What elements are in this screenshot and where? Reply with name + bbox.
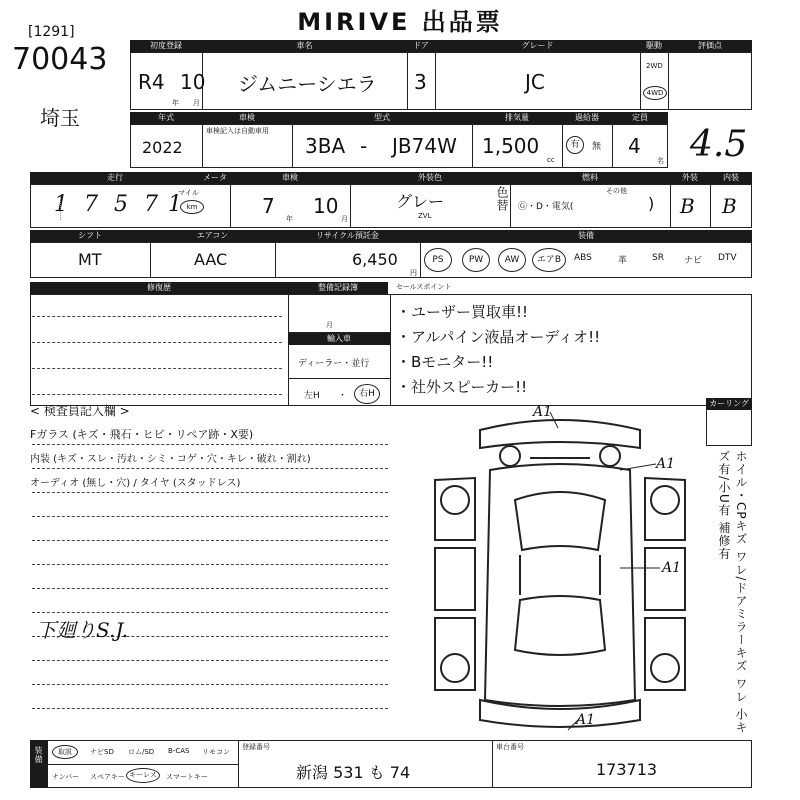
car-name: ジムニーシエラ: [238, 72, 377, 96]
shaken-note: 車検記入は自動車用: [206, 127, 269, 135]
drive-header: 駆動: [640, 40, 668, 52]
equip-sr: SR: [652, 253, 664, 263]
history-box: [30, 294, 752, 406]
mileage-header: 走行: [30, 172, 200, 184]
displacement-header: 排気量: [472, 112, 562, 124]
aircon-header: エアコン: [150, 230, 275, 242]
footer-bcas: B-CAS: [168, 747, 190, 755]
equip-airbag: エアB: [532, 248, 566, 272]
turbo-yes: 有: [566, 136, 584, 154]
shift-header: シフト: [30, 230, 150, 242]
equip-abs: ABS: [574, 253, 592, 263]
shaken-header: 車検: [230, 172, 350, 184]
grade-header: グレード: [435, 40, 640, 52]
km-label: km: [180, 200, 204, 214]
capacity: 4: [628, 134, 641, 158]
shift: MT: [78, 250, 102, 269]
door-header: ドア: [407, 40, 435, 52]
doors: 3: [414, 70, 427, 94]
inspector-line-glass: Fガラス (キズ・飛石・ヒビ・リペア跡・X要): [30, 428, 254, 441]
color: グレー: [396, 192, 445, 211]
footer-navi-sd: ナビSD: [90, 748, 114, 756]
sales-points: [396, 300, 600, 400]
shaken-header-2: 車検: [202, 112, 292, 124]
sales-point: ・Bモニター!!: [396, 353, 494, 371]
handwritten-note: 下廻りS.J.: [36, 618, 129, 642]
footer-remote: リモコン: [202, 748, 230, 756]
side-note: ホイル・CPキズ ワレ/ドアミラーキズ ワレ 小キズ有/小U有 補修有: [717, 450, 748, 735]
sales-point: ・ユーザー買取車!!: [396, 303, 529, 321]
plate-label: 登録番号: [242, 743, 270, 751]
inspector-header: < 検査員記入欄 >: [30, 404, 130, 418]
car-diagram: [420, 400, 700, 740]
steering-right: 右H: [354, 384, 380, 404]
mile-label: マイル: [178, 189, 199, 197]
interior-header: 内装: [710, 172, 752, 184]
inspector-line-interior: 内装 (キズ・スレ・汚れ・シミ・コゲ・穴・キレ・破れ・割れ): [30, 454, 311, 465]
aircon: AAC: [194, 250, 228, 269]
sales-point: ・アルパイン液晶オーディオ!!: [396, 328, 601, 346]
first-reg-era: R4: [138, 70, 165, 94]
displacement: 1,500: [482, 134, 540, 158]
inspection-header: 整備記録簿: [288, 282, 388, 294]
trip-header: メーター: [200, 172, 230, 184]
recycle-header: リサイクル預託金: [275, 230, 420, 242]
equip-leather: 革: [618, 256, 628, 266]
damage-mark: A1: [662, 560, 682, 576]
car-name-header: 車名: [202, 40, 407, 52]
chassis-label: 車台番号: [496, 743, 524, 751]
equip-ps: PS: [424, 248, 452, 272]
region: 埼玉: [40, 106, 80, 130]
grade: JC: [525, 70, 545, 94]
fuel-other: その他: [606, 187, 627, 195]
equip-aw: AW: [498, 248, 526, 272]
page-title: MIRIVE 出品票: [297, 8, 503, 36]
color-code: ZVL: [418, 212, 432, 220]
lot-number: 70043: [12, 42, 108, 77]
model-year: 2022: [142, 138, 183, 157]
plate-number: 新潟 531 も 74: [296, 763, 411, 782]
first-reg-month: 10: [180, 70, 206, 94]
footer-keyless: キーレス: [126, 768, 160, 783]
turbo-no: 無: [592, 142, 602, 152]
equip-header: 装備: [420, 230, 752, 242]
recycle: 6,450: [352, 250, 398, 269]
exterior-header: 外装: [670, 172, 710, 184]
equip-pw: PW: [462, 248, 490, 272]
color-side: 色替: [495, 186, 509, 212]
steering-left: 左H: [304, 391, 320, 401]
footer-spare-key: スペアキー: [90, 773, 125, 781]
inspector-line-audio: オーディオ (無し・穴) / タイヤ (スタッドレス): [30, 478, 241, 489]
capacity-header: 定員: [612, 112, 668, 124]
row1-box: [130, 52, 752, 110]
footer-equip-tag: 装備: [30, 740, 48, 788]
damage-mark: A1: [656, 456, 676, 472]
footer-manual: 取説: [52, 745, 78, 759]
footer-smart-key: スマートキー: [166, 773, 208, 781]
shaken-year: 7: [262, 194, 275, 218]
import-header: 輸入車: [288, 333, 390, 345]
fuel-options: Ⓖ・D・電気(: [518, 202, 574, 212]
turbo-header: 過給器: [562, 112, 612, 124]
shaken-month: 10: [313, 194, 339, 218]
drive-2wd: 2WD: [646, 62, 663, 70]
color-header: 外装色: [350, 172, 510, 184]
equip-dtv: DTV: [718, 253, 737, 263]
model-code: JB74W: [392, 134, 457, 158]
footer-rom-sd: ロム/SD: [128, 748, 155, 756]
chassis-number: 173713: [596, 760, 658, 779]
drive-4wd: 4WD: [643, 86, 667, 100]
interior-grade: B: [722, 194, 737, 218]
first-reg-header: 初度登録: [130, 40, 202, 52]
sales-header: セールスポイント: [396, 283, 452, 291]
model-year-header: 年式: [130, 112, 202, 124]
import-value: ディーラー・並行: [298, 359, 370, 369]
equip-navi: ナビ: [684, 256, 703, 266]
model-header: 型式: [292, 112, 472, 124]
lot-bracket: [1291]: [28, 24, 75, 40]
sales-point: ・社外スピーカー!!: [396, 378, 528, 396]
score-header: 評価点: [668, 40, 752, 52]
history-header: 修復歴: [30, 282, 288, 294]
damage-mark: A1: [576, 712, 596, 728]
exterior-grade: B: [680, 194, 695, 218]
footer-plate: ナンバー: [52, 773, 80, 781]
fuel-header: 燃料: [510, 172, 670, 184]
damage-mark: A1: [533, 404, 553, 420]
model-prefix: 3BA: [305, 134, 346, 158]
sidebar-header: カーリング: [706, 398, 752, 410]
score: 4.5: [690, 124, 748, 165]
